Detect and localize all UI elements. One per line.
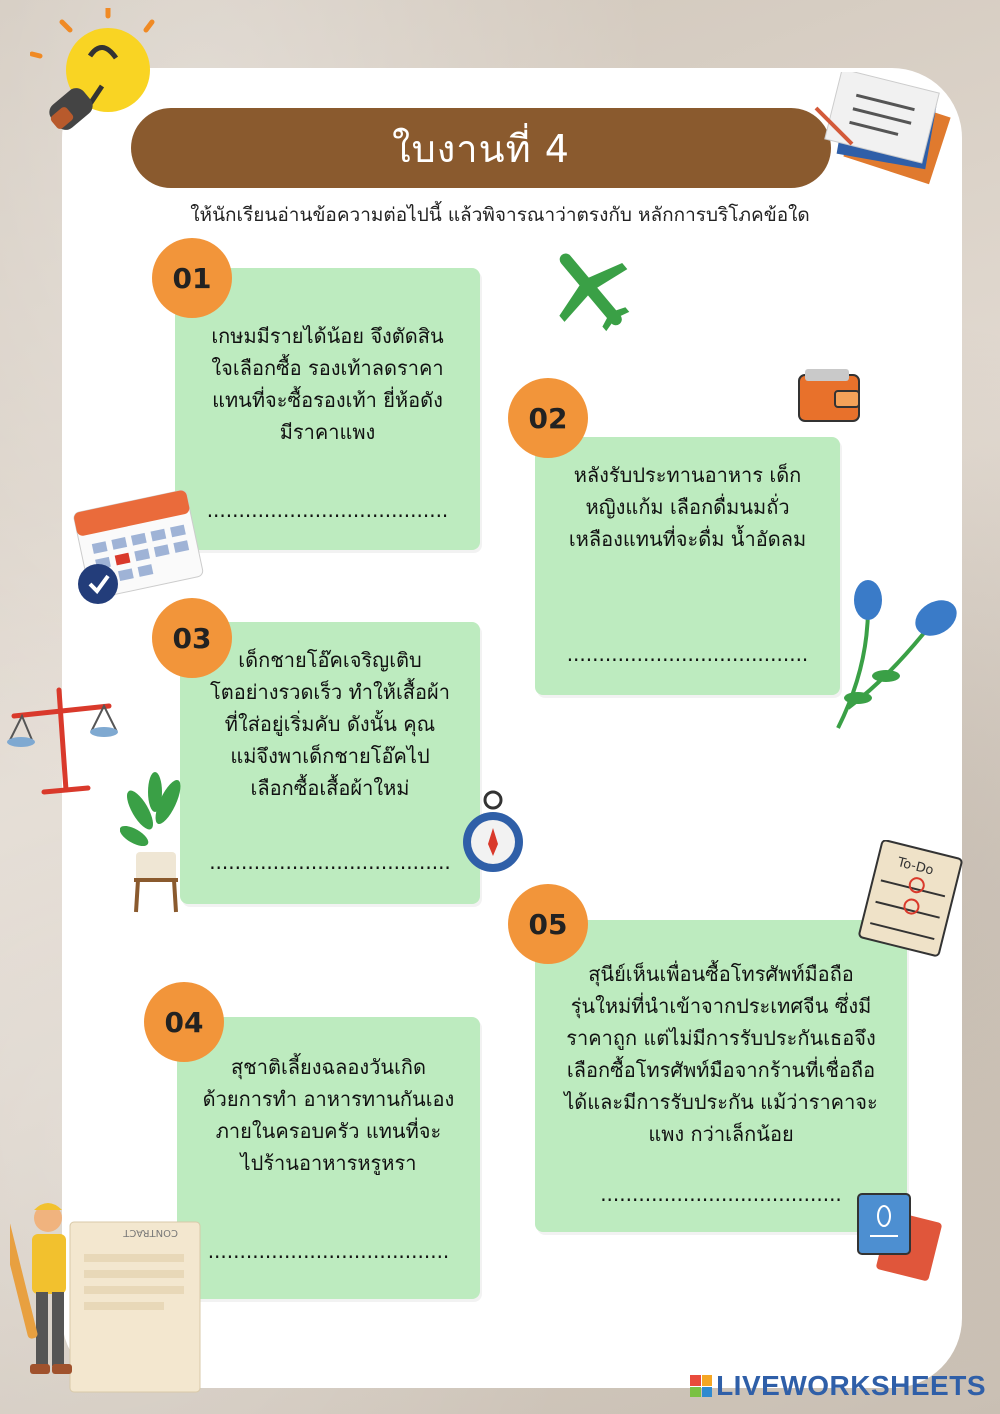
badge-number-2: 02 xyxy=(508,378,588,458)
scale-icon xyxy=(4,680,124,800)
badge-number-5: 05 xyxy=(508,884,588,964)
lightbulb-icon xyxy=(30,8,155,138)
todo-label: To-Do xyxy=(895,855,936,879)
plant-icon xyxy=(120,770,190,915)
question-card-2 xyxy=(535,437,840,695)
question-text-2: หลังรับประทานอาหาร เด็ก หญิงแก้ม เลือกดื่มนมถั่ว เหลืองแทนที่จะดื่ม น้ำอัดลม xyxy=(568,463,807,551)
badge-number-4: 04 xyxy=(144,982,224,1062)
todo-note-icon xyxy=(855,840,965,960)
contract-label: CONTRACT xyxy=(123,1227,178,1238)
calendar-icon xyxy=(70,480,210,610)
question-text-4: สุชาติเลี้ยงฉลองวันเกิด ด้วยการทำ อาหารทานกันเอง ภายในครอบครัว แทนที่จะ ไปร้านอาหารหรูหรา xyxy=(202,1055,455,1175)
answer-line-4[interactable]: ...................................... xyxy=(207,1239,450,1263)
airplane-icon xyxy=(540,240,640,340)
question-text-1: เกษมมีรายได้น้อย จึงตัดสิน ใจเลือกซื้อ รองเท้าลดราคา แทนที่จะซื้อรองเท้า ยี่ห้อดัง มีราคาแพง xyxy=(211,324,444,444)
question-card-5 xyxy=(535,920,907,1232)
liveworksheets-logo xyxy=(690,1370,986,1402)
brand-mark-icon xyxy=(690,1375,712,1397)
papers-icon xyxy=(812,72,962,192)
question-text-3: เด็กชายโอ๊คเจริญเติบ โตอย่างรวดเร็ว ทำให้เสื้อผ้า ที่ใส่อยู่เริ่มคับ ดังนั้น คุณ แม่จึงพาเด็กชายโอ๊คไป เลือกซื้อเสื้อผ้าใหม่ xyxy=(210,648,450,800)
flower-icon xyxy=(828,578,968,733)
badge-number-1: 01 xyxy=(152,238,232,318)
brand-name: LIVEWORKSHEETS xyxy=(716,1370,986,1401)
badge-number-3: 03 xyxy=(152,598,232,678)
wallet-icon xyxy=(795,365,865,427)
answer-line-3[interactable]: ...................................... xyxy=(209,850,451,874)
instruction-text: ให้นักเรียนอ่านข้อความต่อไปนี้ แล้วพิจารณาว่าตรงกับ หลักการบริโภคข้อใด xyxy=(190,204,810,226)
question-card-1 xyxy=(175,268,480,550)
worker-figure-icon xyxy=(10,1200,100,1396)
question-card-3 xyxy=(180,622,480,904)
answer-line-2[interactable]: ...................................... xyxy=(566,642,809,666)
question-card-4 xyxy=(177,1017,480,1299)
compass-icon xyxy=(460,790,526,878)
worksheet-title: ใบงานที่ 4 xyxy=(131,108,831,188)
answer-line-5[interactable]: ...................................... xyxy=(600,1182,842,1206)
answer-line-1[interactable]: ...................................... xyxy=(206,498,449,522)
notebook-icon xyxy=(852,1190,942,1286)
question-text-5: สุนีย์เห็นเพื่อนซื้อโทรศัพท์มือถือ รุ่นใหม่ที่นำเข้าจากประเทศจีน ซึ่งมี ราคาถูก แต่ไม่มีการรับประกันเธอจึง เลือกซื้อโทรศัพท์มือจากร้านที่เชื่อถือ ได้และมีการรับประกัน แม้ว่าราคาจะ แพง กว่าเล็กน้อย xyxy=(564,962,878,1146)
